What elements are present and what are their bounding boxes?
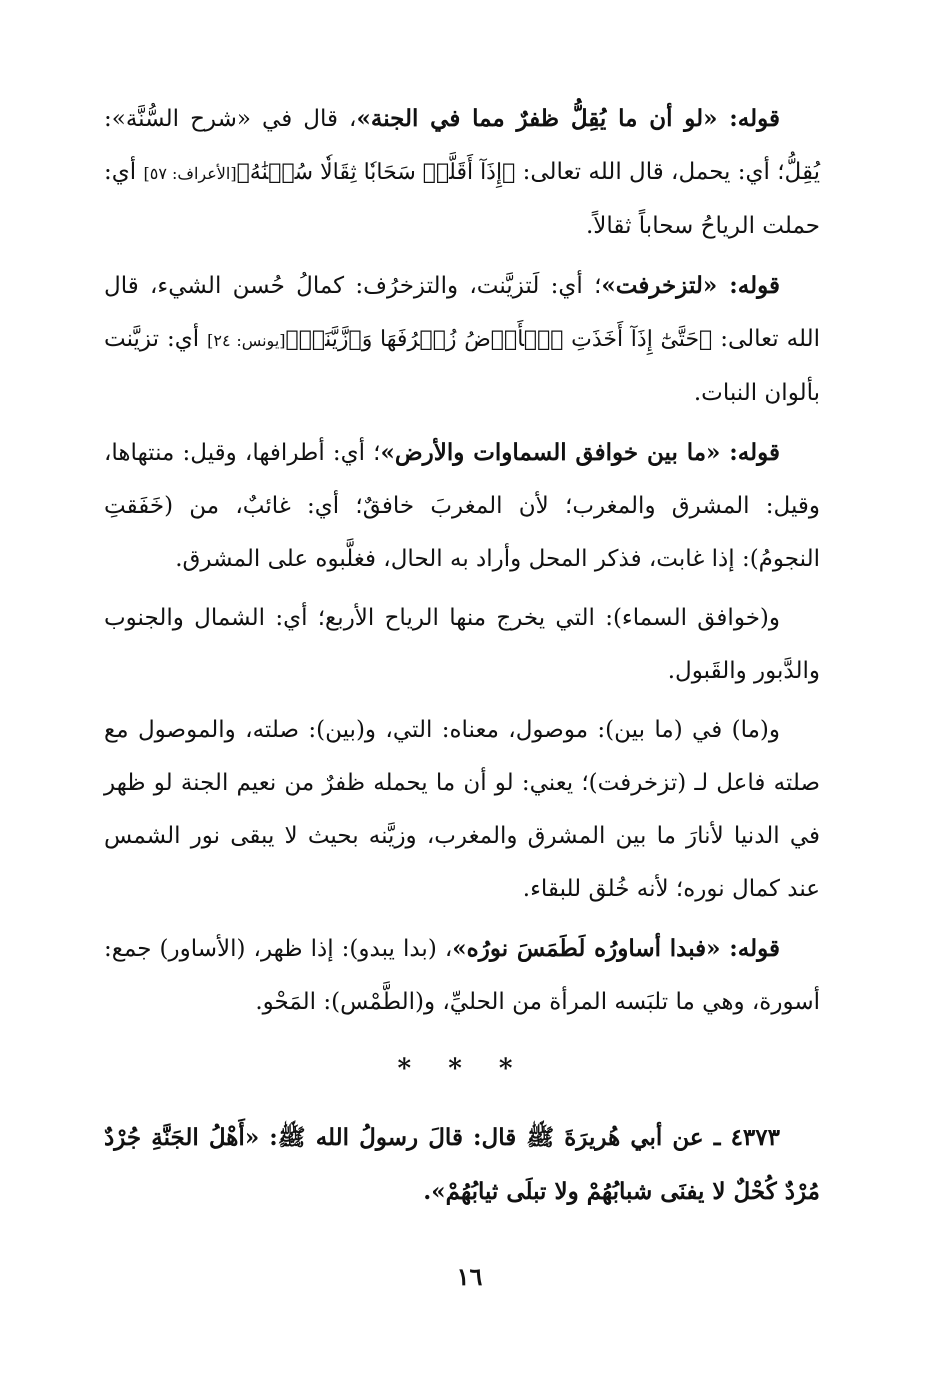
page-number: ١٦ xyxy=(456,1262,483,1291)
paragraph-text: ؛ أي: أطرافها، وقيل: منتهاها، وقيل: المشرق والمغرب؛ لأن المغربَ خافقٌ؛ أي: غائبٌ، من (خَفَقتِ النجومُ): إذا غابت، فذكر المحل وأراد به الحال، فغلَّبوه على المشرق. xyxy=(104,440,820,572)
page-body xyxy=(104,92,820,1219)
paragraph-text: ، قال في «شرح السُّنَّة»: يُقِلُّ؛ أي: يحمل، قال الله تعالى: xyxy=(104,106,820,185)
verse-reference: [الأعراف: ٥٧] xyxy=(143,164,237,183)
paragraph-label: قوله: xyxy=(720,935,780,962)
commentary-paragraph-6 xyxy=(104,922,820,1029)
paragraph-text: ، (بدا يبدو): إذا ظهر، (الأساور) جمع: أسورة، وهي ما تلبَسه المرأة من الحليِّ، و(الطَّمْس): المَحْو. xyxy=(104,936,820,1015)
paragraph-text: و(خوافق السماء): التي يخرج منها الرياح الأربع؛ أي: الشمال والجنوب والدَّبور والقَبول. xyxy=(104,605,820,684)
paragraph-label: قوله: xyxy=(717,105,780,132)
paragraph-label: قوله: xyxy=(717,272,780,299)
paragraph-text: ؛ أي: لَتزيَّنت، والتزخرُف: كمالُ حُسن الشيء، قال الله تعالى: xyxy=(104,273,820,352)
commentary-paragraph-2 xyxy=(104,259,820,420)
paragraph-text-continued: أي: حملت الرياحُ سحاباً ثقالاً. xyxy=(104,159,820,239)
quoted-phrase: «لو أن ما يُقِلُّ ظفرٌ مما في الجنة» xyxy=(356,105,718,132)
hadith-intro: ـ عن أبي هُريرَةَ ﷺ قال: قالَ رسولُ الله ﷺ: xyxy=(259,1124,731,1151)
commentary-paragraph-3 xyxy=(104,426,820,586)
quran-verse: ﴿إِذَآ أَقَلَّتۡ سَحَابٗا ثِقَالٗا سُقۡنَٰهُ﴾ xyxy=(236,160,516,185)
quoted-phrase: «لتزخرفت» xyxy=(601,272,718,299)
paragraph-label: قوله: xyxy=(720,439,780,466)
section-separator: * * * xyxy=(397,1054,527,1084)
verse-reference: [يونس: ٢٤] xyxy=(207,331,286,350)
hadith-number: ٤٣٧٣ xyxy=(730,1124,780,1151)
hadith-text: «أَهْلُ الجَنَّةِ جُرْدٌ مُرْدٌ كُحْلٌ لا يفنَى شبابُهُمْ ولا تبلَى ثيابُهُمْ». xyxy=(104,1124,820,1205)
quoted-phrase: «فبدا أساورُه لَطَمَسَ نورُه» xyxy=(452,935,721,962)
quran-verse: ﴿حَتَّىٰٓ إِذَآ أَخَذَتِ ٱلۡأَرۡضُ زُخۡرُفَهَا وَٱزَّيَّنَتۡ﴾ xyxy=(285,327,713,352)
commentary-paragraph-4 xyxy=(104,592,820,698)
commentary-paragraph-5 xyxy=(104,704,820,916)
paragraph-text: و(ما) في (ما بين): موصول، معناه: التي، و(بين): صلته، والموصول مع صلته فاعل لـ (تزخرفت)؛ يعني: لو أن ما يحمله ظفرٌ من نعيم الجنة لو ظهر في الدنيا لأنارَ ما بين المشرق والمغرب، وزيَّنه بحيث لا يبقى نور الشمس عند كمال نوره؛ لأنه خُلق للبقاء. xyxy=(104,717,820,902)
hadith-entry xyxy=(104,1111,820,1219)
quoted-phrase: «ما بين خوافق السماوات والأرض» xyxy=(380,439,721,466)
commentary-paragraph-1 xyxy=(104,92,820,253)
paragraph-text-continued: أي: تزيَّنت بألوان النبات. xyxy=(104,326,820,406)
